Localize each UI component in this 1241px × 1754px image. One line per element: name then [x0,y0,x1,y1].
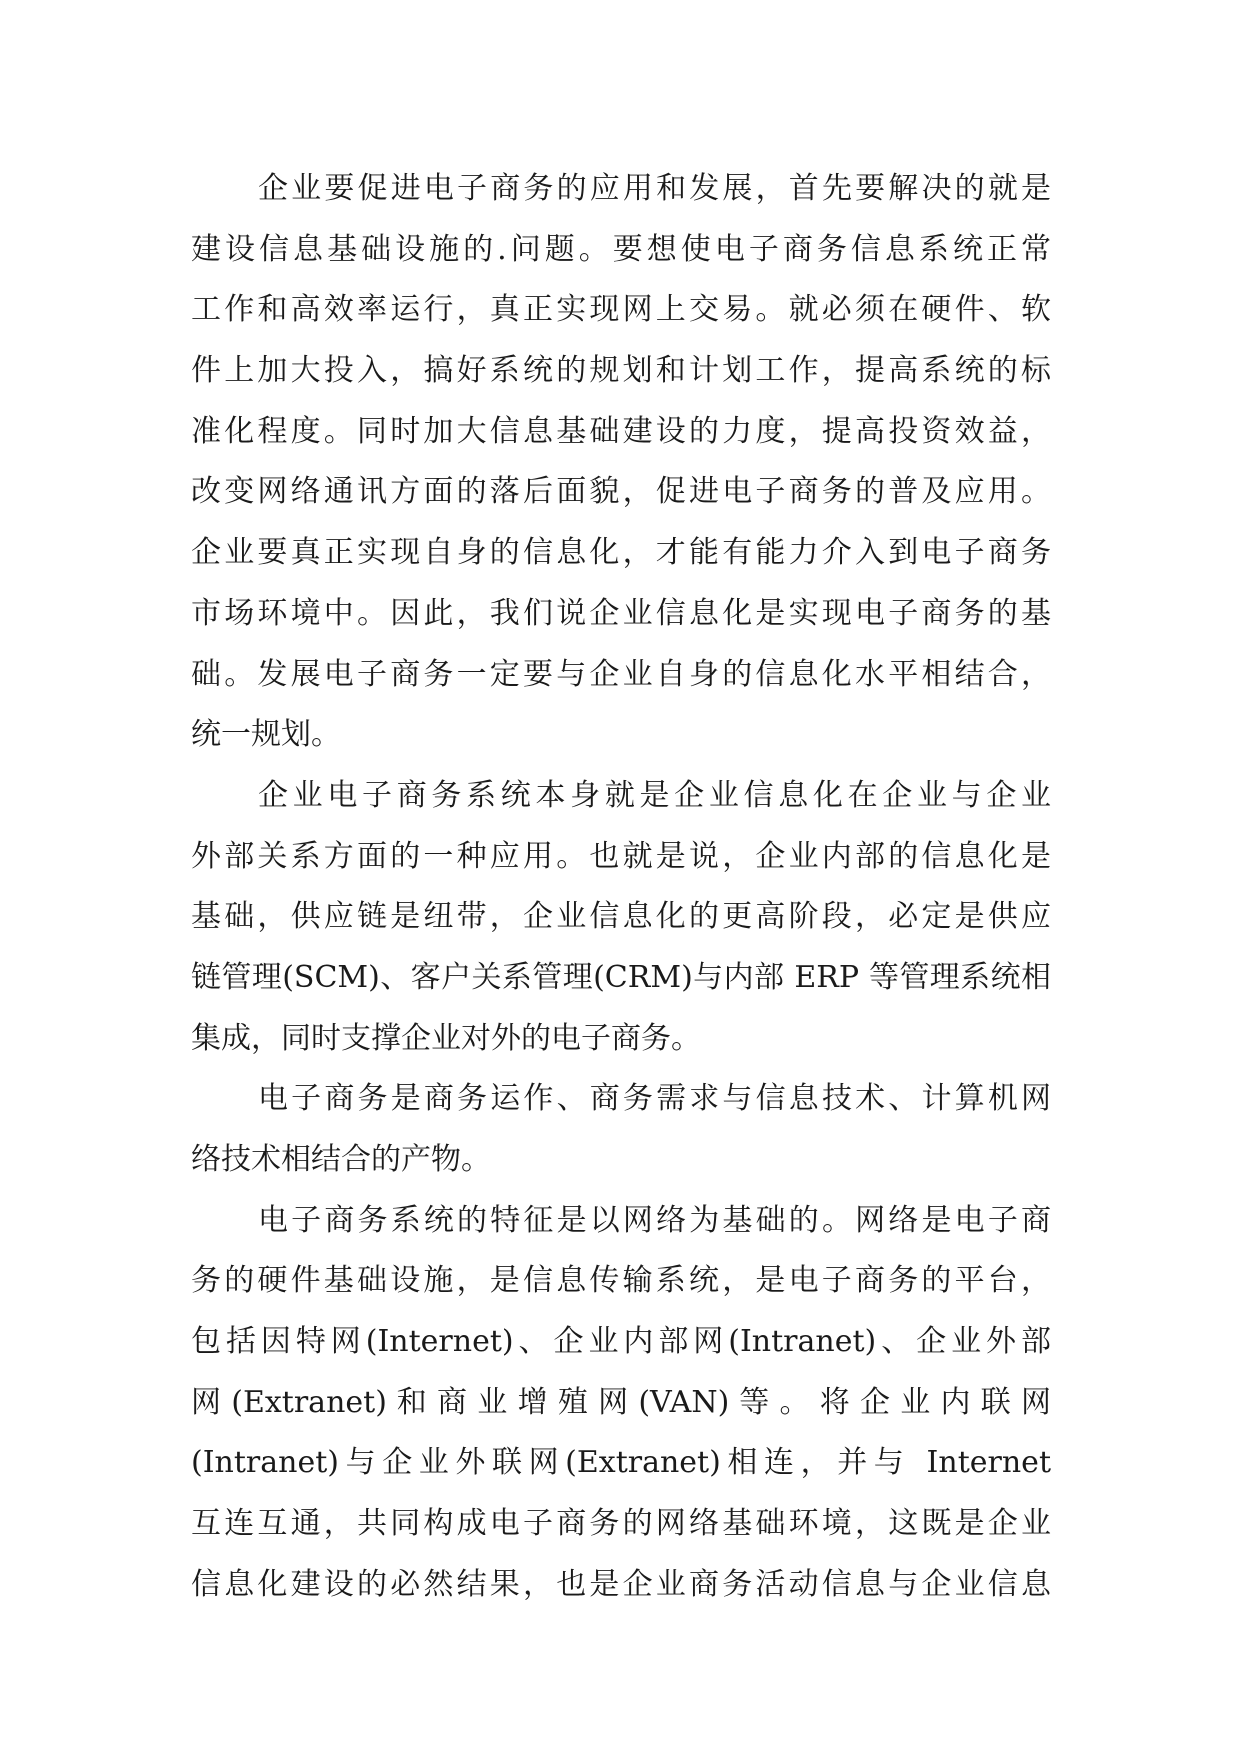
text-line: 电子商务系统的特征是以网络为基础的。网络是电子商 [258,1202,1051,1238]
text-line: 务的硬件基础设施，是信息传输系统，是电子商务的平台， [191,1263,1051,1299]
text-line: 准化程度。同时加大信息基础建设的力度，提高投资效益， [191,413,1051,449]
text-line: 链管理(SCM)、客户关系管理(CRM)与内部 ERP 等管理系统相 [191,959,1051,995]
text-line: (Intranet)与企业外联网(Extranet)相连，并与 Internet [191,1445,1051,1481]
text-line: 基础，供应链是纽带，企业信息化的更高阶段，必定是供应 [191,899,1051,935]
text-line: 统一规划。 [191,717,341,753]
text-line: 络技术相结合的产物。 [191,1142,491,1177]
text-line: 础。发展电子商务一定要与企业自身的信息化水平相结合， [191,656,1051,692]
text-line: 工作和高效率运行，真正实现网上交易。就必须在硬件、软 [191,292,1051,328]
text-line: 改变网络通讯方面的落后面貌，促进电子商务的普及应用。 [191,474,1051,510]
text-line: 市场环境中。因此，我们说企业信息化是实现电子商务的基 [191,595,1051,631]
text-line: 外部关系方面的一种应用。也就是说，企业内部的信息化是 [191,838,1051,874]
body-text [191,159,1051,1616]
text-line: 集成，同时支撑企业对外的电子商务。 [191,1020,701,1056]
text-line: 网 (Extranet) 和 商 业 增 殖 网 (VAN) 等 。 将 企 业 内 联 网 [191,1384,1051,1420]
text-line: 包括因特网(Internet)、企业内部网(Intranet)、企业外部 [191,1324,1051,1360]
text-line: 企业电子商务系统本身就是企业信息化在企业与企业 [258,777,1051,813]
text-line: 建设信息基础设施的.问题。要想使电子商务信息系统正常 [191,231,1051,267]
text-line: 电子商务是商务运作、商务需求与信息技术、计算机网 [258,1081,1051,1117]
text-line: 信息化建设的必然结果，也是企业商务活动信息与企业信息 [191,1566,1051,1602]
text-line: 企业要真正实现自身的信息化，才能有能力介入到电子商务 [191,535,1051,571]
text-line: 企业要促进电子商务的应用和发展，首先要解决的就是 [258,171,1051,206]
text-line: 互连互通，共同构成电子商务的网络基础环境，这既是企业 [191,1506,1051,1542]
text-line: 件上加大投入，搞好系统的规划和计划工作，提高系统的标 [191,353,1051,389]
